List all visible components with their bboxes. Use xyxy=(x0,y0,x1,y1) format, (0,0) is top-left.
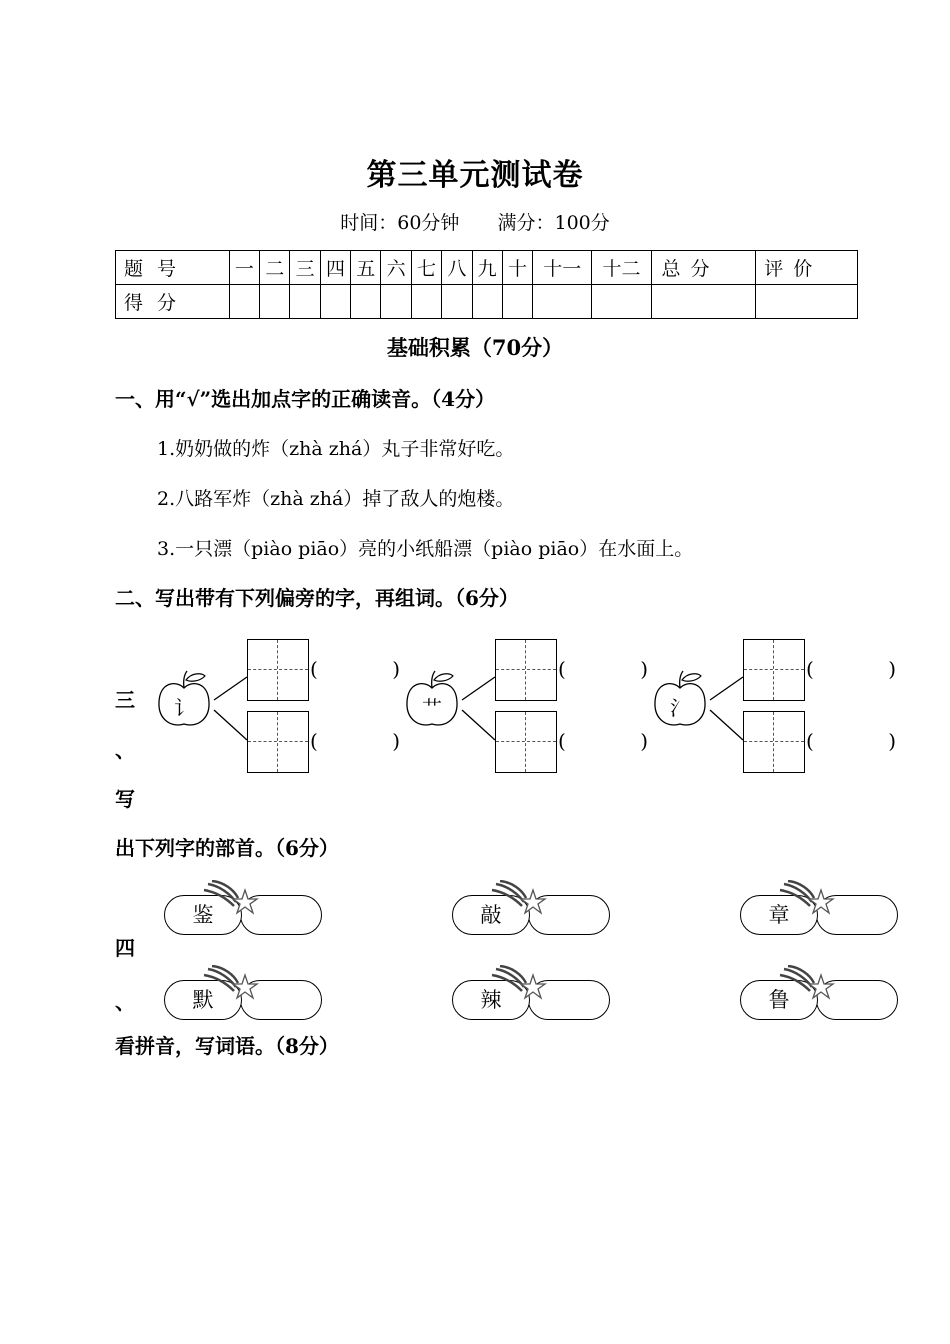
score-header-cell: 十一 xyxy=(533,251,592,285)
char-pill: 鲁 xyxy=(740,980,818,1020)
score-header-cell: 七 xyxy=(411,251,441,285)
score-header-cell: 八 xyxy=(442,251,472,285)
q1-line-2: 2.八路军炸（zhà zhá）掉了敌人的炮楼。 xyxy=(157,488,515,510)
score-header-cell: 一 xyxy=(229,251,259,285)
score-header-cell: 九 xyxy=(472,251,502,285)
q3-side-char: 写 xyxy=(115,787,135,811)
radical-char: 氵 xyxy=(670,696,690,720)
apple-radical-3 xyxy=(652,670,708,730)
shooting-star-icon xyxy=(776,880,836,920)
q3-side-char: 三 xyxy=(115,688,135,712)
apple-radical-2 xyxy=(404,670,460,730)
char-pill: 默 xyxy=(164,980,242,1020)
writing-box[interactable] xyxy=(495,639,557,701)
char-pill: 敲 xyxy=(452,895,530,935)
radical-char: 艹 xyxy=(422,696,442,720)
word-blank[interactable]: ( ) xyxy=(558,729,648,753)
q4-heading: 看拼音，写词语。（8分） xyxy=(115,1034,339,1058)
q1-heading: 一、用“√”选出加点字的正确读音。（4分） xyxy=(115,387,496,411)
score-header-cell: 六 xyxy=(381,251,411,285)
q1-line-3: 3.一只漂（piào piāo）亮的小纸船漂（piào piāo）在水面上。 xyxy=(157,538,694,560)
char-pill: 鉴 xyxy=(164,895,242,935)
writing-box[interactable] xyxy=(247,639,309,701)
score-table-row1-label: 题号 xyxy=(116,251,230,285)
writing-box[interactable] xyxy=(743,711,805,773)
score-header-cell: 十 xyxy=(502,251,532,285)
score-header-cell: 评价 xyxy=(756,251,858,285)
exam-time: 时间：60分钟 xyxy=(340,212,460,234)
word-blank[interactable]: ( ) xyxy=(310,729,400,753)
q3-side-char: 、 xyxy=(115,738,135,762)
radical-char: 讠 xyxy=(174,696,194,720)
word-blank[interactable]: ( ) xyxy=(310,657,400,681)
q4-side-char: 四 xyxy=(115,936,135,960)
page-title: 第三单元测试卷 xyxy=(366,158,584,193)
exam-full-score: 满分：100分 xyxy=(497,212,610,234)
score-header-cell: 总分 xyxy=(651,251,756,285)
q2-heading: 二、写出带有下列偏旁的字，再组词。（6分） xyxy=(115,586,519,610)
section-title: 基础积累（70分） xyxy=(386,335,564,360)
word-blank[interactable]: ( ) xyxy=(558,657,648,681)
apple-radical-1 xyxy=(156,670,212,730)
q1-line-1: 1.奶奶做的炸（zhà zhá）丸子非常好吃。 xyxy=(157,438,515,460)
shooting-star-icon xyxy=(200,965,260,1005)
shooting-star-icon xyxy=(488,965,548,1005)
word-blank[interactable]: ( ) xyxy=(806,729,896,753)
score-header-cell: 四 xyxy=(320,251,350,285)
char-pill: 辣 xyxy=(452,980,530,1020)
shooting-star-icon xyxy=(776,965,836,1005)
q4-side-char: 、 xyxy=(115,990,135,1014)
q3-heading: 出下列字的部首。（6分） xyxy=(115,836,339,860)
score-header-cell: 五 xyxy=(351,251,381,285)
writing-box[interactable] xyxy=(495,711,557,773)
word-blank[interactable]: ( ) xyxy=(806,657,896,681)
score-header-cell: 三 xyxy=(290,251,320,285)
score-table-row2-label: 得分 xyxy=(116,285,230,319)
writing-box[interactable] xyxy=(247,711,309,773)
score-header-cell: 十二 xyxy=(592,251,651,285)
char-pill: 章 xyxy=(740,895,818,935)
score-header-cell: 二 xyxy=(260,251,290,285)
shooting-star-icon xyxy=(488,880,548,920)
writing-box[interactable] xyxy=(743,639,805,701)
shooting-star-icon xyxy=(200,880,260,920)
